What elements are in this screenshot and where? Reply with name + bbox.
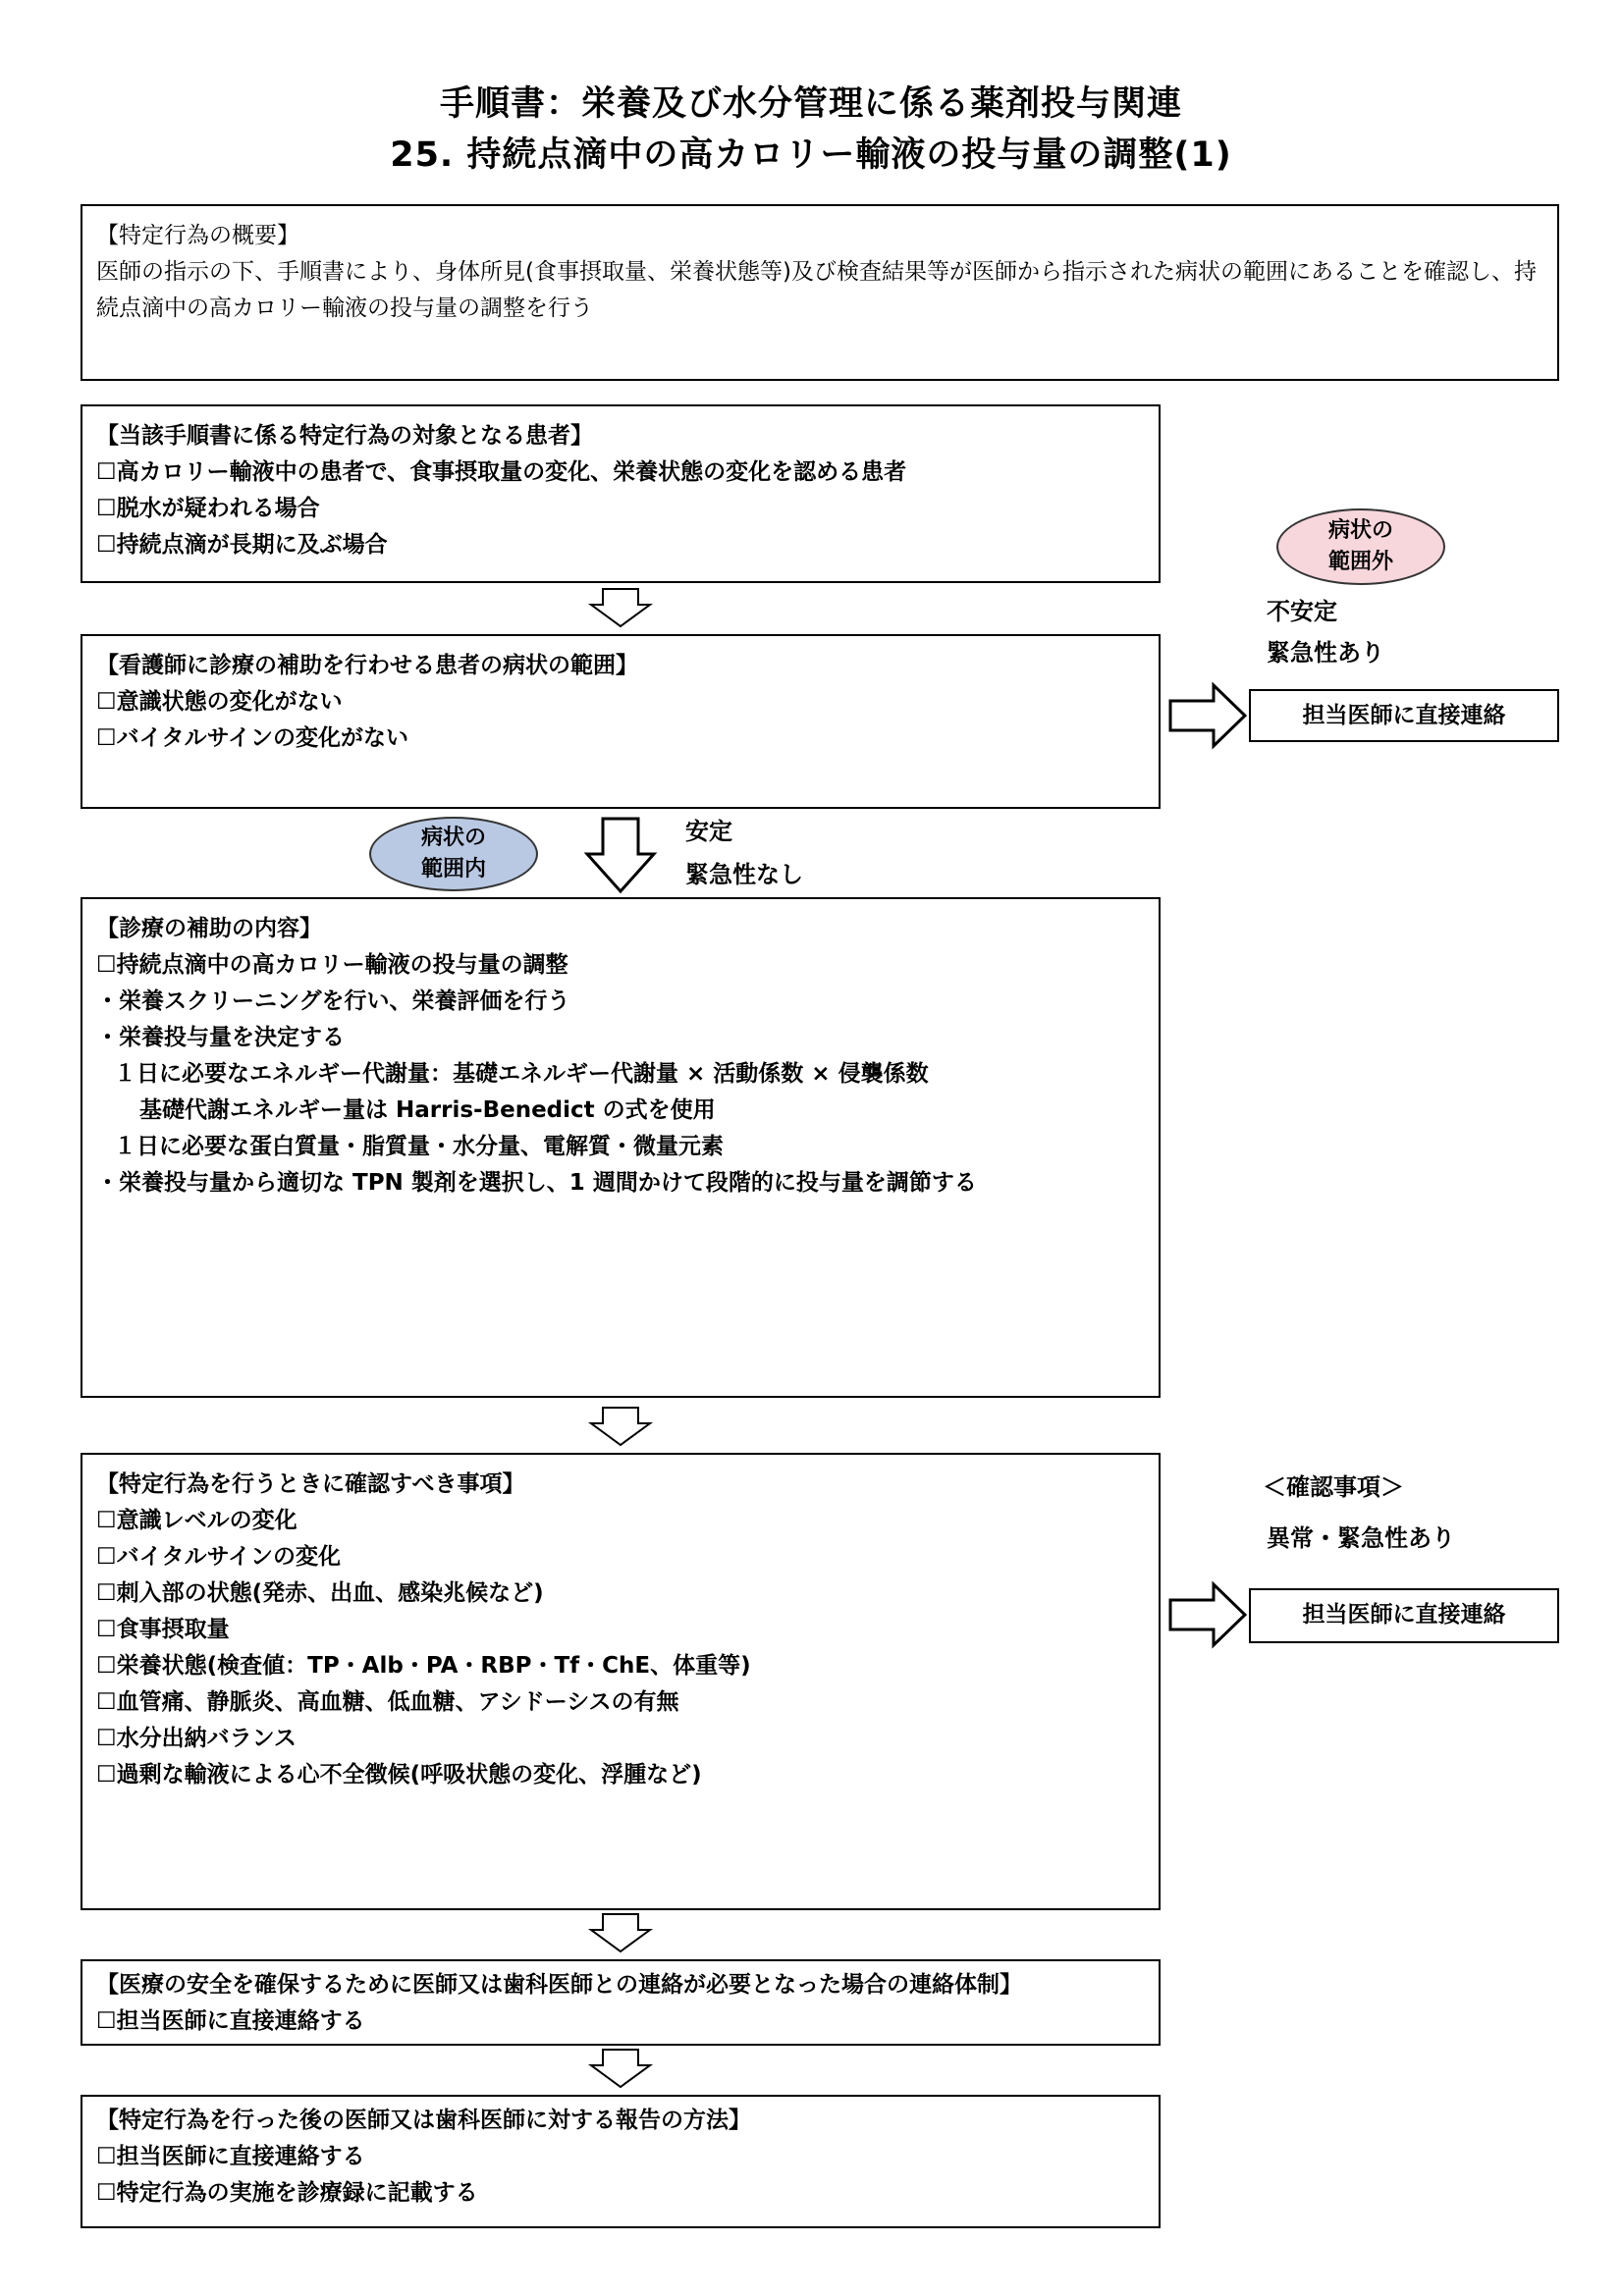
check-items-box xyxy=(81,1453,1161,1910)
in-range-label-line1: 安定 xyxy=(685,818,732,845)
check-item: ☐栄養状態(検査値：TP・Alb・PA・RBP・Tf・ChE、体重等) xyxy=(96,1653,751,1679)
target-patient-item: ☐高カロリー輸液中の患者で、食事摂取量の変化、栄養状態の変化を認める患者 xyxy=(96,459,907,485)
report-method-item: ☐特定行為の実施を診療録に記載する xyxy=(96,2180,478,2206)
check-item: ☐食事摂取量 xyxy=(96,1617,230,1642)
in-range-ellipse-line2: 範囲内 xyxy=(420,857,486,881)
down-arrow-icon xyxy=(589,589,652,628)
target-patients-heading: 【当該手順書に係る特定行為の対象となる患者】 xyxy=(96,423,593,449)
check-item: ☐血管痛、静脈炎、高血糖、低血糖、アシドーシスの有無 xyxy=(96,1689,679,1715)
condition-range-heading: 【看護師に診療の補助を行わせる患者の病状の範囲】 xyxy=(96,653,638,678)
assist-content-item: １日に必要な蛋白質量・脂質量・水分量、電解質・微量元素 xyxy=(114,1134,724,1159)
in-range-ellipse xyxy=(369,817,538,891)
check-items-heading: 【特定行為を行うときに確認すべき事項】 xyxy=(96,1471,525,1497)
down-arrow-icon xyxy=(589,2050,652,2089)
report-method-item: ☐担当医師に直接連絡する xyxy=(96,2144,365,2169)
out-of-range-ellipse-line2: 範囲外 xyxy=(1327,550,1393,574)
assist-content-box xyxy=(81,897,1161,1398)
contact-system-item: ☐担当医師に直接連絡する xyxy=(96,2008,365,2034)
in-range-label-line2: 緊急性なし xyxy=(685,861,803,888)
check-item: ☐水分出納バランス xyxy=(96,1726,297,1751)
check-item: ☐過剰な輸液による心不全徴候(呼吸状態の変化、浮腫など) xyxy=(96,1762,702,1788)
large-down-arrow-icon xyxy=(585,817,656,893)
target-patients-box xyxy=(81,404,1161,583)
in-range-ellipse-line1: 病状の xyxy=(420,826,486,850)
summary-box xyxy=(81,204,1559,381)
condition-range-item: ☐意識状態の変化がない xyxy=(96,689,343,715)
report-method-box xyxy=(81,2095,1161,2228)
out-of-range-label-line2: 緊急性あり xyxy=(1267,639,1384,667)
out-of-range-label-line1: 不安定 xyxy=(1267,598,1337,625)
page-title-line2: 25. 持続点滴中の高カロリー輸液の投与量の調整(1) xyxy=(390,135,1232,175)
condition-range-item: ☐バイタルサインの変化がない xyxy=(96,725,409,751)
target-patient-item: ☐持続点滴が長期に及ぶ場合 xyxy=(96,532,388,558)
summary-body: 医師の指示の下、手順書により、身体所見(食事摂取量、栄養状態等)及び検査結果等が医師から指示された病状の範囲にあることを確認し、持続点滴中の高カロリー輸液の投与量の調整を行う xyxy=(96,259,1537,321)
right-arrow-icon xyxy=(1168,683,1247,748)
assist-content-item: ☐持続点滴中の高カロリー輸液の投与量の調整 xyxy=(96,952,568,978)
check-side-label-line2: 異常・緊急性あり xyxy=(1267,1524,1455,1552)
condition-range-box xyxy=(81,634,1161,809)
contact-system-box xyxy=(81,1959,1161,2046)
report-method-heading: 【特定行為を行った後の医師又は歯科医師に対する報告の方法】 xyxy=(96,2108,751,2133)
check-item: ☐バイタルサインの変化 xyxy=(96,1544,342,1570)
check-side-label-line1: ＜確認事項＞ xyxy=(1263,1473,1404,1501)
right-arrow-icon xyxy=(1168,1582,1247,1647)
assist-content-heading: 【診療の補助の内容】 xyxy=(96,916,322,941)
out-of-range-ellipse xyxy=(1276,508,1445,585)
assist-content-item: ・栄養スクリーニングを行い、栄養評価を行う xyxy=(96,988,570,1014)
assist-content-item: １日に必要なエネルギー代謝量：基礎エネルギー代謝量 × 活動係数 × 侵襲係数 xyxy=(114,1061,929,1087)
page-title-line1: 手順書：栄養及び水分管理に係る薬剤投与関連 xyxy=(439,84,1182,124)
summary-heading: 【特定行為の概要】 xyxy=(96,223,299,248)
check-side-contact-box: 担当医師に直接連絡 xyxy=(1249,1588,1559,1643)
assist-content-item: ・栄養投与量から適切な TPN 製剤を選択し、1 週間かけて段階的に投与量を調節する xyxy=(96,1170,977,1196)
check-item: ☐刺入部の状態(発赤、出血、感染兆候など) xyxy=(96,1580,544,1606)
assist-content-item: ・栄養投与量を決定する xyxy=(96,1025,345,1050)
target-patient-item: ☐脱水が疑われる場合 xyxy=(96,496,320,521)
assist-content-item: 基礎代謝エネルギー量は Harris-Benedict の式を使用 xyxy=(139,1097,716,1123)
out-of-range-contact-box: 担当医師に直接連絡 xyxy=(1249,689,1559,742)
out-of-range-ellipse-line1: 病状の xyxy=(1327,518,1393,543)
down-arrow-icon xyxy=(589,1914,652,1953)
contact-system-heading: 【医療の安全を確保するために医師又は歯科医師との連絡が必要となった場合の連絡体制】 xyxy=(96,1972,1022,1998)
check-item: ☐意識レベルの変化 xyxy=(96,1508,297,1533)
down-arrow-icon xyxy=(589,1408,652,1447)
